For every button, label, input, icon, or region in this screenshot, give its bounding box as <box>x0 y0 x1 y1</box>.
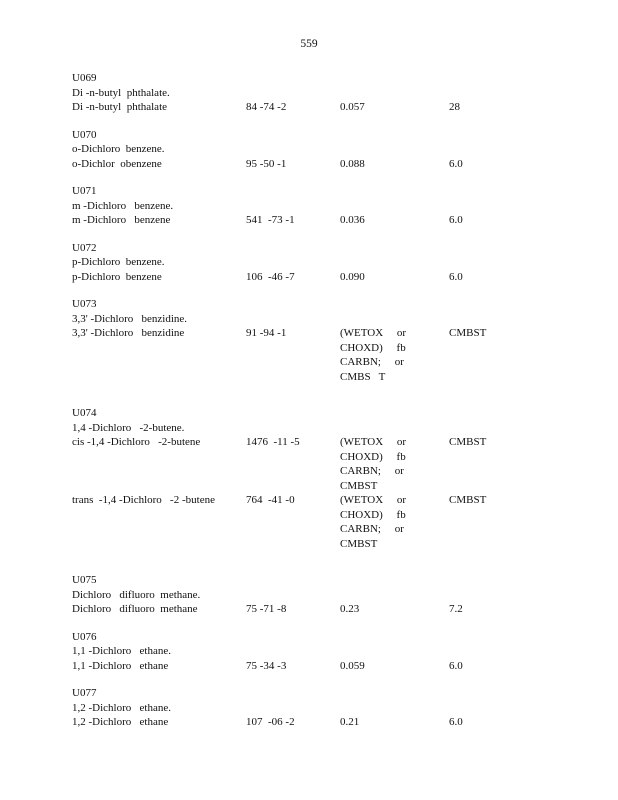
waste-code: U069 <box>72 72 97 84</box>
cas-number: 84 -74 -2 <box>246 101 287 113</box>
waste-entry-u077 <box>72 686 552 730</box>
waste-code: U074 <box>72 407 97 419</box>
wastewater-standard <box>340 602 420 617</box>
nonwastewater-standard: CMBST <box>449 436 487 448</box>
waste-title: 1,2 -Dichloro ethane. <box>72 701 171 714</box>
nonwastewater-standard: CMBST <box>449 494 487 506</box>
waste-title: 3,3' -Dichloro benzidine. <box>72 312 188 325</box>
standard-line: CARBN; or <box>340 465 404 477</box>
standard-line: (WETOX or <box>340 494 407 506</box>
waste-entry-u073 <box>72 297 552 384</box>
waste-title: Di -n-butyl phthalate. <box>72 86 170 99</box>
waste-entry-u070 <box>72 128 552 172</box>
constituent-row <box>72 213 552 228</box>
standard-line: CMBST <box>340 479 378 492</box>
wastewater-standard <box>340 326 420 384</box>
nonwastewater-standard: 7.2 <box>449 603 463 615</box>
standard-line: CARBN; or <box>340 356 404 368</box>
constituent-name: cis -1,4 -Dichloro -2-butene <box>72 436 201 448</box>
standard-line: 0.059 <box>340 659 365 672</box>
constituent-row <box>72 100 552 115</box>
waste-code: U071 <box>72 185 97 197</box>
page-number: 559 <box>300 38 318 50</box>
standard-line: 0.036 <box>340 214 365 226</box>
constituent-row <box>72 157 552 172</box>
nonwastewater-standard: 6.0 <box>449 157 463 170</box>
cas-number: 107 -06 -2 <box>246 716 295 728</box>
constituent-name: 3,3' -Dichloro benzidine <box>72 327 185 339</box>
waste-code: U076 <box>72 630 97 643</box>
waste-entry-u069 <box>72 71 552 115</box>
wastewater-standard <box>340 157 420 172</box>
waste-code: U070 <box>72 128 97 141</box>
waste-code-list <box>72 71 552 743</box>
constituent-row <box>72 270 552 285</box>
standard-line: CARBN; or <box>340 523 404 535</box>
wastewater-standard <box>340 213 420 228</box>
cas-number: 91 -94 -1 <box>246 327 287 339</box>
wastewater-standard <box>340 493 420 551</box>
standard-line: 0.088 <box>340 157 365 170</box>
constituent-name: o-Dichlor obenzene <box>72 157 162 170</box>
cas-number: 1476 -11 -5 <box>246 436 300 448</box>
waste-entry-u072 <box>72 241 552 285</box>
constituent-name: Dichloro difluoro methane <box>72 603 198 615</box>
standard-line: 0.090 <box>340 270 365 283</box>
constituent-name: 1,1 -Dichloro ethane <box>72 659 169 672</box>
waste-code: U072 <box>72 241 97 254</box>
cas-number: 764 -41 -0 <box>246 494 295 506</box>
waste-entry-u071 <box>72 184 552 228</box>
waste-entry-u074 <box>72 406 552 551</box>
cas-number: 95 -50 -1 <box>246 157 287 170</box>
nonwastewater-standard: 6.0 <box>449 659 463 672</box>
nonwastewater-standard: 6.0 <box>449 214 463 226</box>
waste-title: 1,4 -Dichloro -2-butene. <box>72 421 185 434</box>
waste-title: Dichloro difluoro methane. <box>72 588 201 601</box>
nonwastewater-standard: 6.0 <box>449 716 463 728</box>
standard-line: CHOXD) fb <box>340 508 406 521</box>
constituent-row <box>72 659 552 674</box>
standard-line: CHOXD) fb <box>340 450 406 463</box>
waste-code: U075 <box>72 574 97 586</box>
cas-number: 106 -46 -7 <box>246 270 295 283</box>
waste-title: o-Dichloro benzene. <box>72 143 165 155</box>
constituent-name: Di -n-butyl phthalate <box>72 101 168 113</box>
wastewater-standard <box>340 100 420 115</box>
nonwastewater-standard: 28 <box>449 101 460 113</box>
constituent-row <box>72 715 552 730</box>
standard-line: 0.23 <box>340 603 360 615</box>
standard-line: CHOXD) fb <box>340 341 406 354</box>
waste-entry-u076 <box>72 630 552 674</box>
waste-code: U073 <box>72 298 97 310</box>
nonwastewater-standard: CMBST <box>449 327 487 339</box>
constituent-name: p-Dichloro benzene <box>72 270 162 283</box>
constituent-row <box>72 493 552 551</box>
cas-number: 75 -71 -8 <box>246 603 287 615</box>
cas-number: 541 -73 -1 <box>246 214 295 226</box>
waste-title: 1,1 -Dichloro ethane. <box>72 645 171 657</box>
constituent-row <box>72 326 552 384</box>
wastewater-standard <box>340 435 420 493</box>
waste-title: p-Dichloro benzene. <box>72 256 165 268</box>
standard-line: CMBST <box>340 537 378 550</box>
constituent-row <box>72 435 552 493</box>
wastewater-standard <box>340 715 420 730</box>
standard-line: 0.21 <box>340 716 360 728</box>
nonwastewater-standard: 6.0 <box>449 270 463 283</box>
wastewater-standard <box>340 270 420 285</box>
waste-entry-u075 <box>72 573 552 617</box>
waste-title: m -Dichloro benzene. <box>72 199 174 212</box>
standard-line: CMBS T <box>340 370 386 383</box>
constituent-name: m -Dichloro benzene <box>72 214 171 226</box>
standard-line: 0.057 <box>340 101 365 113</box>
standard-line: (WETOX or <box>340 327 407 339</box>
waste-code: U077 <box>72 687 97 699</box>
constituent-name: 1,2 -Dichloro ethane <box>72 716 169 728</box>
constituent-row <box>72 602 552 617</box>
cas-number: 75 -34 -3 <box>246 659 287 672</box>
wastewater-standard <box>340 659 420 674</box>
constituent-name: trans -1,4 -Dichloro -2 -butene <box>72 494 215 506</box>
standard-line: (WETOX or <box>340 436 407 448</box>
